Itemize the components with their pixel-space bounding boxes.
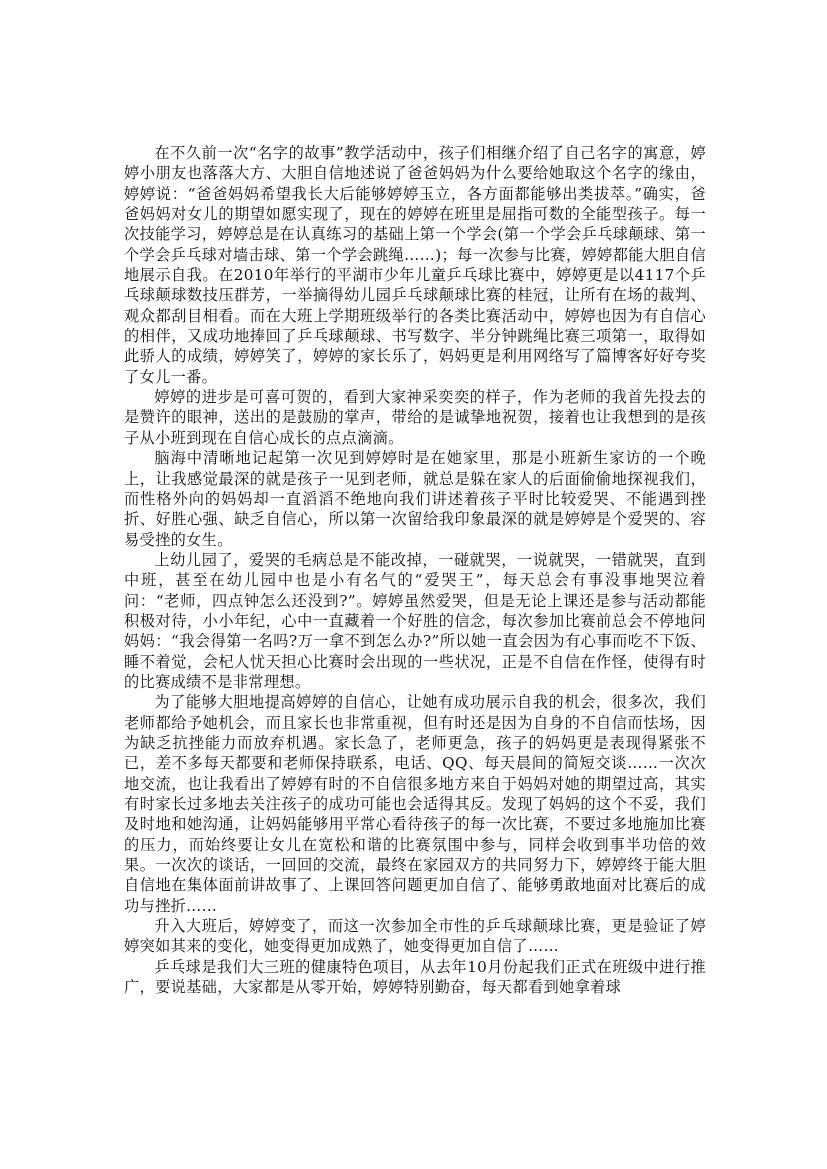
paragraph-building-confidence: 为了能够大胆地提高婷婷的自信心，让她有成功展示自我的机会，很多次，我们老师都给予她机会，而且家长也非常重视，但有时还是因为自身的不自信而怯场，因为缺乏抗挫能力而放弃机遇。家长急了，老师更急，孩子的妈妈更是表现得紧张不已，差不多每天都要和老师保持联系，电话、QQ、每天晨间的简短交谈……一次次地交流，也让我看出了婷婷有时的不自信很多地方来自于妈妈对她的期望过高，其实有时家长过多地去关注孩子的成功可能也会适得其反。发现了妈妈的这个不妥，我们及时地和她沟通，让妈妈能够用平常心看待孩子的每一次比赛，不要过多地施加比赛的压力，而始终要让女儿在宽松和谐的比赛氛围中参与，同样会收到事半功倍的效果。一次次的谈话，一回回的交流，最终在家园双方的共同努力下，婷婷终于能大胆自信地在集体面前讲故事了、上课回答问题更加自信了、能够勇敢地面对比赛后的成功与挫折…… [124,693,706,915]
paragraph-senior-class: 升入大班后，婷婷变了，而这一次参加全市性的乒乓球颠球比赛，更是验证了婷婷突如其来的变化，她变得更加成熟了，她变得更加自信了…… [124,917,706,956]
paragraph-teacher-praise: 婷婷的进步是可喜可贺的，看到大家神采奕奕的样子，作为老师的我首先投去的是赞许的眼神，送出的是鼓励的掌声，带给的是诚挚地祝贺，接着也让我想到的是孩子从小班到现在自信心成长的点点滴滴。 [124,388,706,447]
paragraph-home-visit: 脑海中清晰地记起第一次见到婷婷时是在她家里，那是小班新生家访的一个晚上，让我感觉最深的就是孩子一见到老师，就总是躲在家人的后面偷偷地探视我们，而性格外向的妈妈却一直滔滔不绝地向我们讲述着孩子平时比较爱哭、不能遇到挫折、好胜心强、缺乏自信心，所以第一次留给我印象最深的就是婷婷是个爱哭的、容易受挫的女生。 [124,449,706,549]
paragraph-name-story: 在不久前一次“名字的故事”教学活动中，孩子们相继介绍了自己名字的寓意，婷婷小朋友也落落大方、大胆自信地述说了爸爸妈妈为什么要给她取这个名字的缘由，婷婷说：“爸爸妈妈希望我长大后能够婷婷玉立，各方面都能够出类拔萃。”确实，爸爸妈妈对女儿的期望如愿实现了，现在的婷婷在班里是屈指可数的全能型孩子。每一次技能学习，婷婷总是在认真练习的基础上第一个学会(第一个学会乒乓球颠球、第一个学会乒乓球对墙击球、第一个学会跳绳……)；每一次参与比赛，婷婷都能大胆自信地展示自我。在2010年举行的平湖市少年儿童乒乓球比赛中，婷婷更是以4117个乒乓球颠球数技压群芳，一举摘得幼儿园乒乓球颠球比赛的桂冠，让所有在场的裁判、观众都刮目相看。而在大班上学期班级举行的各类比赛活动中，婷婷也因为有自信心的相伴，又成功地捧回了乒乓球颠球、书写数字、半分钟跳绳比赛三项第一，取得如此骄人的成绩，婷婷笑了，婷婷的家长乐了，妈妈更是利用网络写了篇博客好好夸奖了女儿一番。 [124,144,706,386]
paragraph-ping-pong: 乒乓球是我们大三班的健康特色项目，从去年10月份起我们正式在班级中进行推广，要说基础，大家都是从零开始，婷婷特别勤奋，每天都看到她拿着球 [124,957,706,997]
paragraph-crying-king: 上幼儿园了，爱哭的毛病总是不能改掉，一碰就哭，一说就哭，一错就哭，直到中班，甚至在幼儿园中也是小有名气的“爱哭王”，每天总会有事没事地哭泣着问：“老师，四点钟怎么还没到?”。婷婷虽然爱哭，但是无论上课还是参与活动都能积极对待，小小年纪，心中一直藏着一个好胜的信念，每次参加比赛前总会不停地问妈妈：“我会得第一名吗?万一拿不到怎么办?”所以她一直会因为有心事而吃不下饭、睡不着觉，会杞人忧天担心比赛时会出现的一些状况，正是不自信在作怪，使得有时的比赛成绩不是非常理想。 [124,550,706,691]
document-page [124,143,706,997]
